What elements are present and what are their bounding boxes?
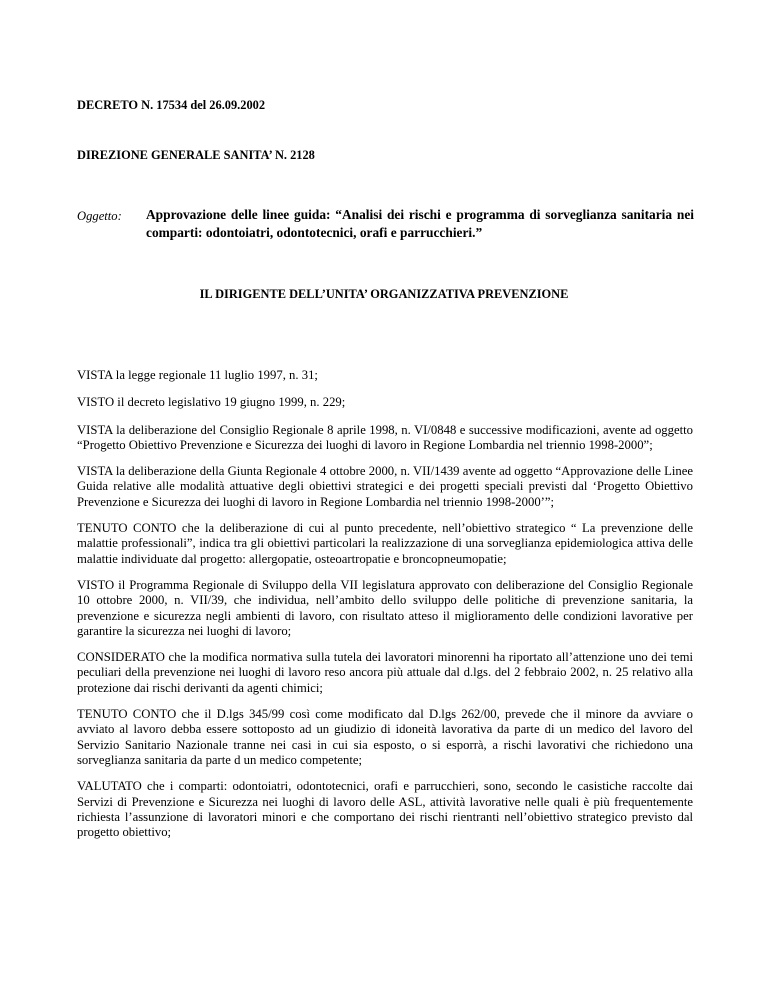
- subject-label: Oggetto:: [77, 209, 122, 223]
- paragraph: VALUTATO che i comparti: odontoiatri, odontotecnici, orafi e parrucchieri, sono, secondo le casistiche raccolte dai Servizi di Prevenzione e Sicurezza nei luoghi di lavoro delle ASL, attività lavorative nelle quali è più frequentemente richiesta l’assunzione di lavoratori minori e che comportano dei rischi rientranti nell’obiettivo strategico previsto dal progetto obiettivo;: [77, 779, 693, 840]
- direction-number: DIREZIONE GENERALE SANITA’ N. 2128: [77, 148, 315, 162]
- document-body: [77, 368, 693, 851]
- paragraph: VISTA la deliberazione della Giunta Regionale 4 ottobre 2000, n. VII/1439 avente ad oggetto “Approvazione delle Linee Guida relative alle modalità attuative degli obiettivi strategici e dei progetti speciali previsti dal ‘Progetto Obiettivo Prevenzione e Sicurezza dei luoghi di lavoro in Regione Lombardia nel triennio 1998-2000’”;: [77, 464, 693, 509]
- paragraph: VISTA la deliberazione del Consiglio Regionale 8 aprile 1998, n. VI/0848 e successive modificazioni, avente ad oggetto “Progetto Obiettivo Prevenzione e Sicurezza dei luoghi di lavoro in Regione Lombardia nel triennio 1998-2000”;: [77, 422, 693, 452]
- paragraph: VISTO il decreto legislativo 19 giugno 1999, n. 229;: [77, 395, 346, 410]
- paragraph: TENUTO CONTO che la deliberazione di cui al punto precedente, nell’obiettivo strategico “ La prevenzione delle malattie professionali”, indica tra gli obiettivi particolari la realizzazione di una sorveglianza epidemiologica attiva delle malattie individuate dal progetto: allergopatie, osteoartropatie e broncopneumopatie;: [77, 521, 693, 566]
- paragraph: VISTO il Programma Regionale di Sviluppo della VII legislatura approvato con deliberazione del Consiglio Regionale 10 ottobre 2000, n. VII/39, che individua, nell’ambito dello sviluppo delle politiche di prevenzione sanitaria, la prevenzione e sicurezza negli ambienti di lavoro, con risultato atteso il miglioramento delle condizioni lavorative per garantire la sicurezza nei luoghi di lavoro;: [77, 577, 693, 638]
- paragraph: VISTA la legge regionale 11 luglio 1997, n. 31;: [77, 368, 318, 382]
- subject-text: Approvazione delle linee guida: “Analisi dei rischi e programma di sorveglianza sanitaria nei comparti: odontoiatri, odontotecnici, orafi e parrucchieri.”: [146, 207, 694, 240]
- paragraph: CONSIDERATO che la modifica normativa sulla tutela dei lavoratori minorenni ha riportato all’attenzione uno dei temi peculiari della prevenzione nei luoghi di lavoro reso ancora più attuale dal d.lgs. del 2 febbraio 2002, n. 25 relativo alla protezione dai rischi derivanti da agenti chimici;: [77, 650, 693, 695]
- paragraph: TENUTO CONTO che il D.lgs 345/99 così come modificato dal D.lgs 262/00, prevede che il minore da avviare o avviato al lavoro debba essere sottoposto ad un giudizio di idoneità lavorativa da parte di un medico del lavoro del Servizio Sanitario Nazionale tranne nei casi in cui sia esposto, o si esporrà, a rischi lavorativi che richiedono una sorveglianza sanitaria da parte d un medico competente;: [77, 707, 693, 767]
- decree-number: DECRETO N. 17534 del 26.09.2002: [77, 98, 266, 112]
- document-title: IL DIRIGENTE DELL’UNITA’ ORGANIZZATIVA PREVENZIONE: [199, 287, 569, 301]
